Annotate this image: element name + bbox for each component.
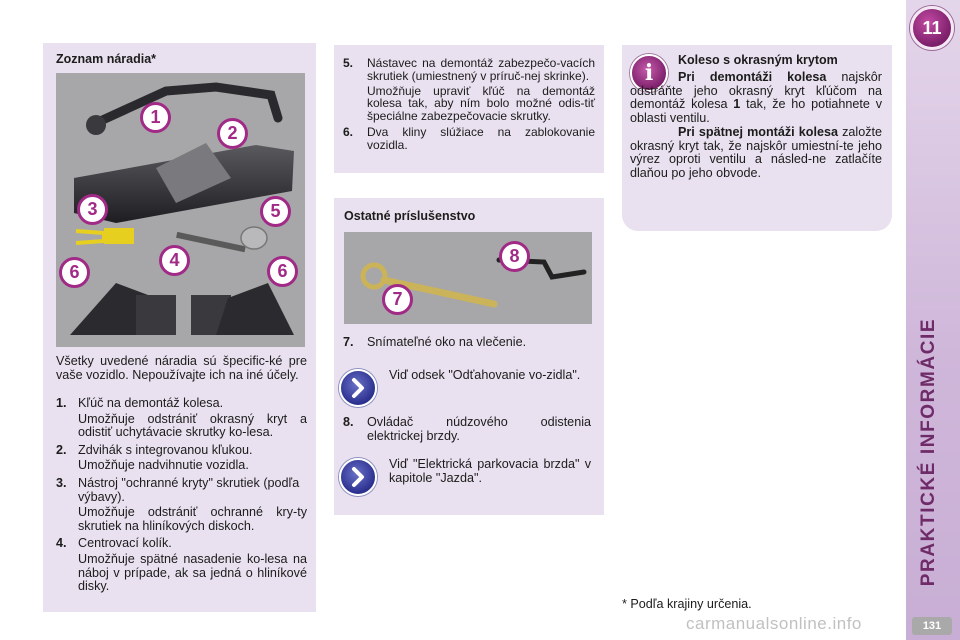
tool-item-5 bbox=[343, 57, 595, 83]
photo-label-6a: 6 bbox=[59, 257, 90, 288]
tools-intro: Všetky uvedené náradia sú špecific-ké pre vaše vozidlo. Nepoužívajte ich na iné účely. bbox=[56, 354, 307, 382]
info-refit bbox=[630, 126, 882, 180]
tools-list bbox=[56, 397, 307, 594]
tool-num: 3. bbox=[56, 475, 67, 490]
accessory-title: Ovládač núdzového odistenia elektrickej brzdy. bbox=[367, 415, 591, 443]
see-reference-icon bbox=[339, 458, 377, 496]
page-number: 131 bbox=[912, 617, 952, 635]
accessories-illustration bbox=[344, 232, 592, 324]
tool-title: Zdvihák s integrovanou kľukou. bbox=[78, 442, 253, 457]
info-refit-bold: Pri spätnej montáži kolesa bbox=[678, 125, 838, 139]
tool-desc-1: Umožňuje odstrániť okrasný kryt a odistiť uchytávacie skrutky ko-lesa. bbox=[78, 411, 307, 440]
see-reference-icon bbox=[339, 369, 377, 407]
photo-label-8: 8 bbox=[499, 241, 530, 272]
tool-desc-4: Umožňuje spätné nasadenie ko-lesa na náboj v prípade, ak sa jedná o hliníkové disky. bbox=[78, 551, 307, 594]
tools-continued bbox=[343, 57, 595, 152]
info-removal-num: 1 bbox=[733, 97, 741, 112]
tool-item-3 bbox=[56, 477, 307, 504]
info-removal-tail: tak, že ho potiahnete v oblasti ventilu. bbox=[630, 97, 882, 125]
accessories-photo bbox=[344, 232, 592, 324]
footnote: * Podľa krajiny určenia. bbox=[622, 597, 752, 611]
photo-label-4: 4 bbox=[159, 245, 190, 276]
info-removal-text: najskôr odstráňte jeho okrasný kryt kľúčom na demontáž kolesa bbox=[630, 70, 883, 112]
reference-parking-brake: Viď "Elektrická parkovacia brzda" v kapitole "Jazda". bbox=[389, 457, 591, 485]
tool-desc-2: Umožňuje nadvihnutie vozidla. bbox=[78, 458, 249, 473]
tool-title: Dva kliny slúžiace na zablokovanie vozidla. bbox=[367, 124, 595, 152]
tool-num: 1. bbox=[56, 396, 67, 410]
tools-photo bbox=[56, 73, 305, 347]
chapter-number-badge: 11 bbox=[910, 6, 954, 50]
tool-title: Centrovací kolík. bbox=[78, 536, 172, 551]
tool-num: 5. bbox=[343, 56, 354, 70]
accessory-num: 7. bbox=[343, 335, 354, 349]
photo-label-5: 5 bbox=[260, 196, 291, 227]
accessories-heading: Ostatné príslušenstvo bbox=[344, 209, 476, 223]
tool-item-2 bbox=[56, 444, 307, 458]
tool-desc-3: Umožňuje odstrániť ochranné kry-ty skrutiek na hliníkových diskoch. bbox=[78, 505, 307, 533]
tool-num: 4. bbox=[56, 536, 67, 551]
reference-towing: Viď odsek "Odťahovanie vo-zidla". bbox=[389, 368, 581, 382]
tool-item-4 bbox=[56, 537, 307, 551]
info-removal bbox=[630, 71, 882, 125]
photo-label-6b: 6 bbox=[267, 256, 298, 287]
tool-title: Nástroj "ochranné kryty" skrutiek (podľa výbavy). bbox=[78, 475, 300, 504]
chapter-title: PRAKTICKÉ INFORMÁCIE bbox=[918, 317, 939, 587]
tool-num: 2. bbox=[56, 442, 67, 457]
info-refit-text: založte okrasný kryt tak, že najskôr umiestní-te jeho výrez oproti ventilu a násled-ne zatlačíte dlaňou po jeho obvode. bbox=[630, 125, 882, 180]
info-heading: Koleso s okrasným krytom bbox=[678, 53, 838, 67]
accessory-item-8 bbox=[343, 416, 591, 443]
tools-heading: Zoznam náradia* bbox=[56, 52, 157, 66]
tool-title: Kľúč na demontáž kolesa. bbox=[78, 396, 224, 410]
photo-label-3: 3 bbox=[77, 194, 108, 225]
photo-label-7: 7 bbox=[382, 284, 413, 315]
photo-label-2: 2 bbox=[217, 118, 248, 149]
info-removal-bold: Pri demontáži kolesa bbox=[678, 70, 827, 84]
tool-item-1 bbox=[56, 397, 307, 411]
accessory-item-7 bbox=[343, 336, 595, 350]
info-icon: i bbox=[630, 54, 668, 92]
accessory-title: Snímateľné oko na vlečenie. bbox=[367, 335, 527, 349]
photo-label-1: 1 bbox=[140, 102, 171, 133]
tool-item-6 bbox=[343, 126, 595, 152]
tool-desc-5: Umožňuje upraviť kľúč na demontáž kolesa tak, aby ním bolo možné odis-tiť špeciálne zabezpečovacie skrutky. bbox=[367, 83, 595, 124]
tool-num: 6. bbox=[343, 124, 354, 139]
tool-title: Nástavec na demontáž zabezpečo-vacích skrutiek (umiestnený v príruč-nej skrinke). bbox=[367, 56, 595, 83]
accessory-num: 8. bbox=[343, 415, 354, 429]
watermark: carmanualsonline.info bbox=[686, 614, 862, 633]
